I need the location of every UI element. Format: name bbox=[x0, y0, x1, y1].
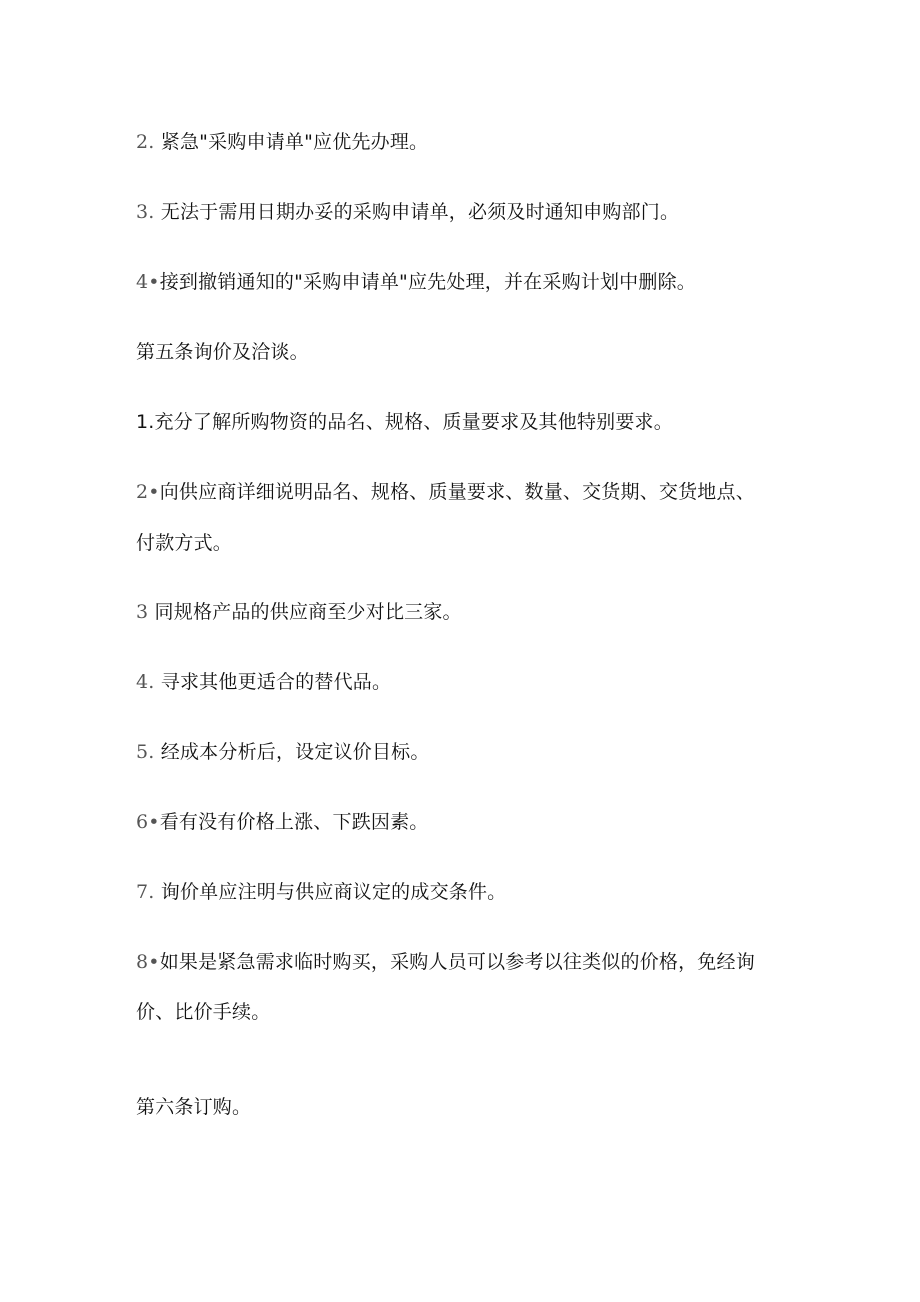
section-heading: 第五条询价及洽谈。 bbox=[136, 341, 309, 363]
item-number: 4• bbox=[136, 271, 160, 293]
item-number: 7. bbox=[136, 881, 155, 903]
item-text: 无法于需用日期办妥的采购申请单，必须及时通知申购部门。 bbox=[160, 201, 680, 223]
list-item-continuation: 价、比价手续。 bbox=[136, 1001, 271, 1023]
item-text: 紧急"采购申请单"应优先办理。 bbox=[160, 131, 429, 153]
item-text: 如果是紧急需求临时购买，采购人员可以参考以往类似的价格，免经询 bbox=[159, 951, 755, 973]
item-text: 看有没有价格上涨、下跌因素。 bbox=[159, 811, 429, 833]
item-number: 1. bbox=[136, 411, 155, 433]
item-number: 6• bbox=[136, 811, 160, 833]
item-number: 3. bbox=[136, 201, 155, 223]
list-item bbox=[136, 410, 673, 434]
list-item bbox=[136, 600, 462, 624]
item-text: 经成本分析后，设定议价目标。 bbox=[160, 741, 430, 763]
item-number: 8• bbox=[136, 951, 160, 973]
list-item bbox=[136, 480, 755, 504]
item-number: 2• bbox=[136, 481, 160, 503]
item-number: 5. bbox=[136, 741, 155, 763]
list-item bbox=[136, 130, 428, 154]
item-number: 4. bbox=[136, 671, 155, 693]
list-item bbox=[136, 740, 430, 764]
item-number: 2. bbox=[136, 131, 155, 153]
list-item-continuation: 付款方式。 bbox=[136, 532, 233, 554]
item-text: 充分了解所购物资的品名、规格、质量要求及其他特别要求。 bbox=[154, 411, 673, 433]
list-item bbox=[136, 270, 696, 294]
list-item bbox=[136, 200, 679, 224]
list-item bbox=[136, 810, 429, 834]
item-text: 询价单应注明与供应商议定的成交条件。 bbox=[160, 881, 507, 903]
item-text: 接到撤销通知的"采购申请单"应先处理，并在采购计划中删除。 bbox=[159, 271, 696, 293]
section-heading: 第六条订购。 bbox=[136, 1096, 252, 1118]
list-item bbox=[136, 670, 391, 694]
item-text: 同规格产品的供应商至少对比三家。 bbox=[154, 601, 462, 623]
item-text: 寻求其他更适合的替代品。 bbox=[160, 671, 392, 693]
item-text: 向供应商详细说明品名、规格、质量要求、数量、交货期、交货地点、 bbox=[159, 481, 755, 503]
item-number: 3 bbox=[136, 601, 149, 623]
list-item bbox=[136, 950, 755, 974]
list-item bbox=[136, 880, 506, 904]
